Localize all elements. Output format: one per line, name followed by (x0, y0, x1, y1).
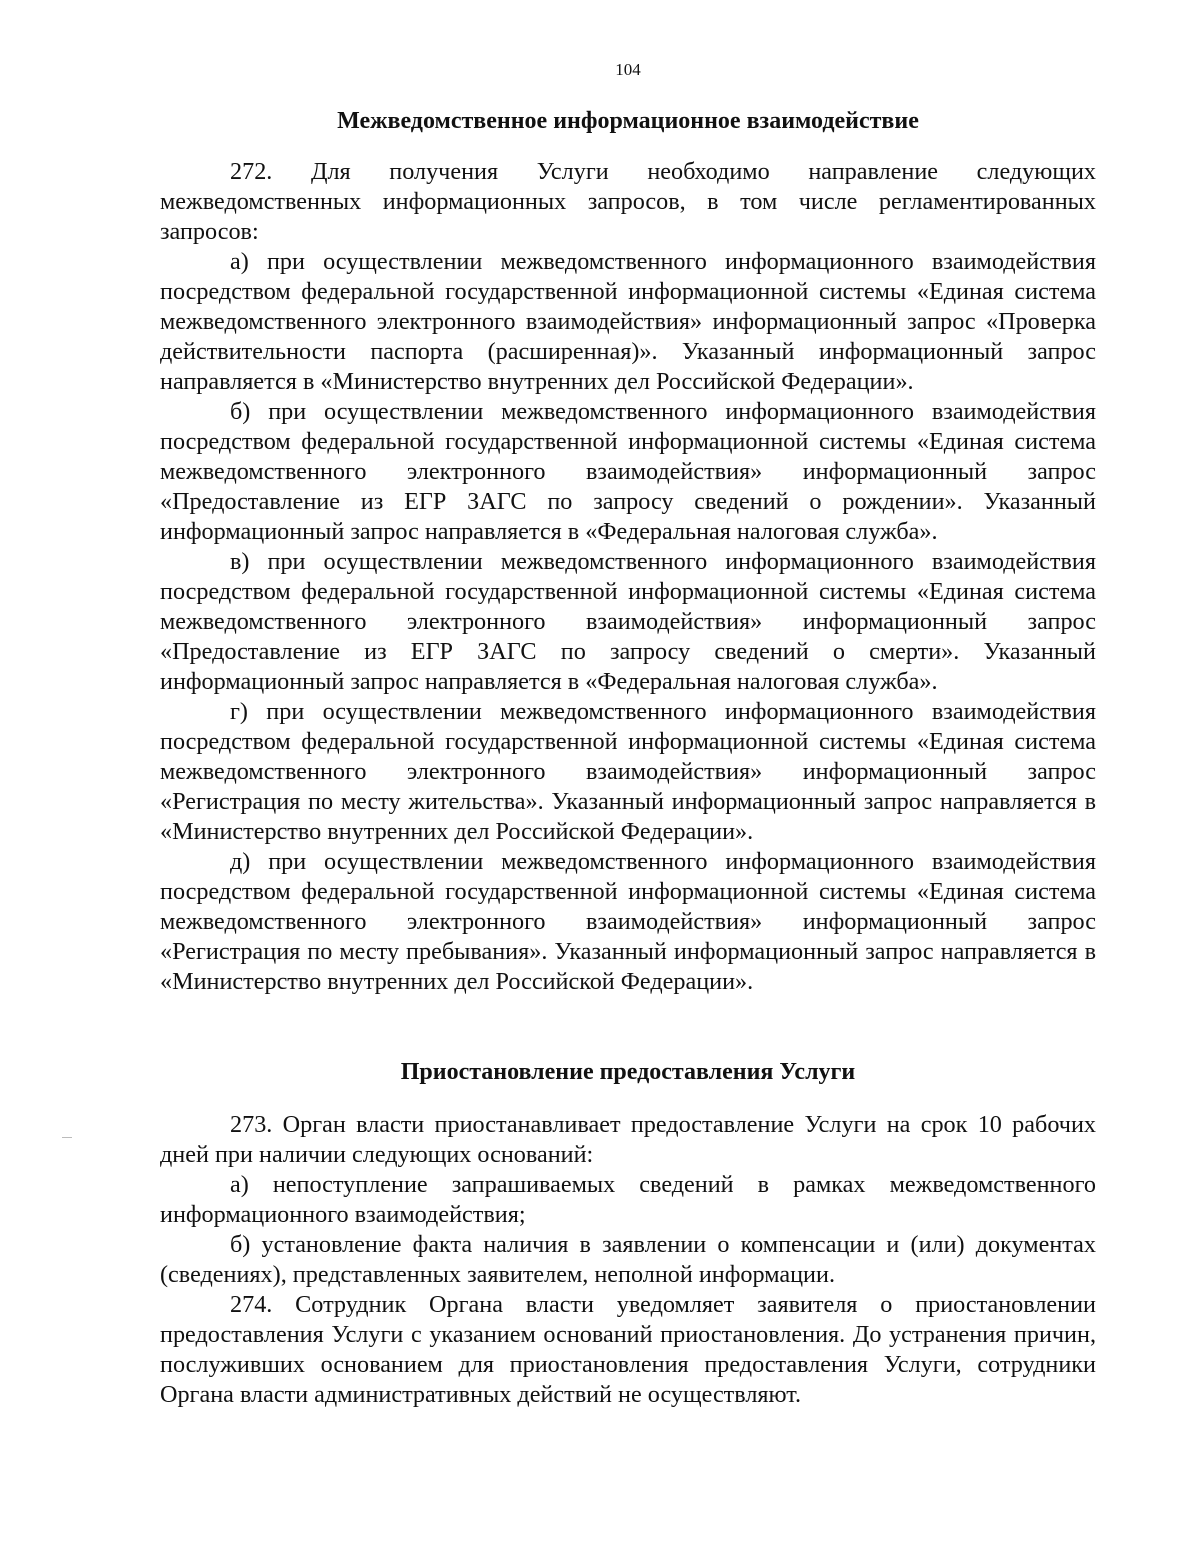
margin-mark (62, 1137, 72, 1138)
paragraph-272-b: б) при осуществлении межведомственного информационного взаимодействия посредством федеральной государственной информационной системы «Единая система межведомственного электронного взаимодействия» информационный запрос «Предоставление из ЕГР ЗАГС по запросу сведений о рождении». Указанный информационный запрос направляется в «Федеральная налоговая служба». (160, 398, 1096, 545)
section-body-suspension (160, 1110, 1096, 1410)
section-heading-interagency: Межведомственное информационное взаимодействие (337, 108, 919, 134)
paragraph-272-v: в) при осуществлении межведомственного информационного взаимодействия посредством федеральной государственной информационной системы «Единая система межведомственного электронного взаимодействия» информационный запрос «Предоставление из ЕГР ЗАГС по запросу сведений о смерти». Указанный информационный запрос направляется в «Федеральная налоговая служба». (160, 548, 1096, 695)
paragraph-272-g: г) при осуществлении межведомственного информационного взаимодействия посредством федеральной государственной информационной системы «Единая система межведомственного электронного взаимодействия» информационный запрос «Регистрация по месту жительства». Указанный информационный запрос направляется в «Министерство внутренних дел Российской Федерации». (160, 698, 1096, 845)
paragraph-273-b: б) установление факта наличия в заявлении о компенсации и (или) документах (сведениях), представленных заявителем, неполной информации. (160, 1231, 1096, 1288)
paragraph-273-a: а) непоступление запрашиваемых сведений в рамках межведомственного информационного взаимодействия; (160, 1171, 1096, 1228)
paragraph-272-d: д) при осуществлении межведомственного информационного взаимодействия посредством федеральной государственной информационной системы «Единая система межведомственного электронного взаимодействия» информационный запрос «Регистрация по месту пребывания». Указанный информационный запрос направляется в «Министерство внутренних дел Российской Федерации». (160, 848, 1096, 995)
page-number: 104 (615, 60, 641, 79)
paragraph-274: 274. Сотрудник Органа власти уведомляет заявителя о приостановлении предоставления Услуги с указанием оснований приостановления. До устранения причин, послуживших основанием для приостановления предоставления Услуги, сотрудники Органа власти административных действий не осуществляют. (160, 1291, 1096, 1408)
paragraph-273: 273. Орган власти приостанавливает предоставление Услуги на срок 10 рабочих дней при наличии следующих оснований: (160, 1111, 1096, 1168)
paragraph-272-a: а) при осуществлении межведомственного информационного взаимодействия посредством федеральной государственной информационной системы «Единая система межведомственного электронного взаимодействия» информационный запрос «Проверка действительности паспорта (расширенная)». Указанный информационный запрос направляется в «Министерство внутренних дел Российской Федерации». (160, 248, 1096, 395)
paragraph-272: 272. Для получения Услуги необходимо направление следующих межведомственных информационных запросов, в том числе регламентированных запросов: (160, 158, 1096, 245)
section-body-interagency (160, 157, 1096, 997)
section-heading-suspension: Приостановление предоставления Услуги (400, 1059, 856, 1085)
